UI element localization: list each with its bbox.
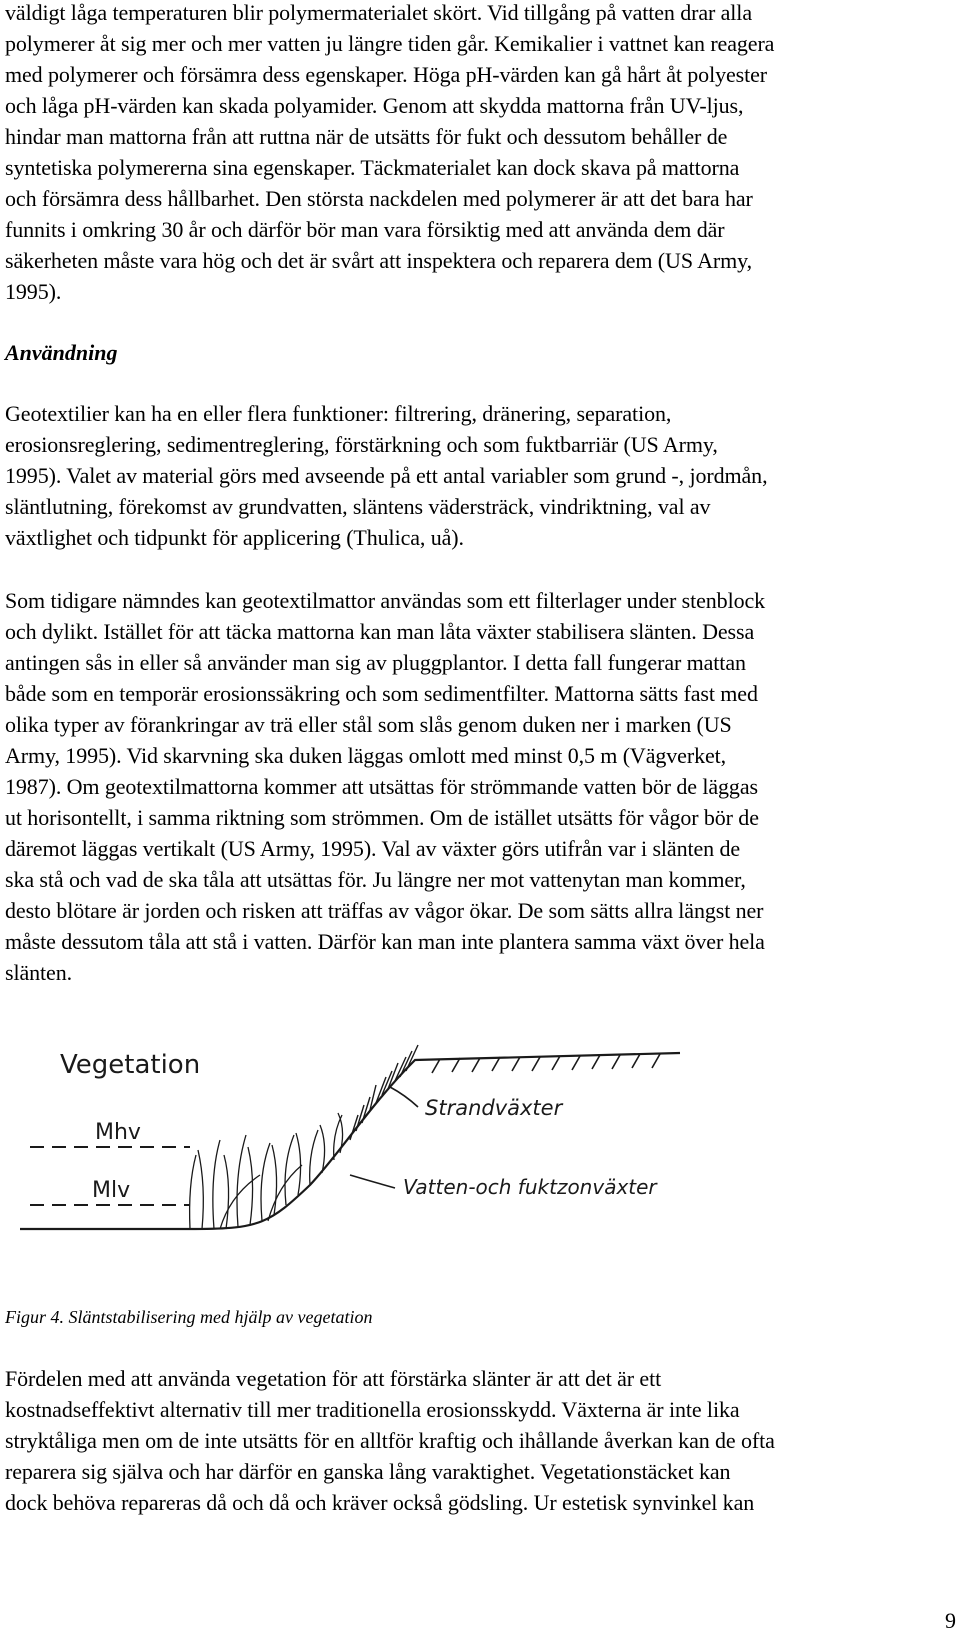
water-plant-pointer (350, 1175, 395, 1188)
text-line: Geotextilier kan ha en eller flera funktioner: filtrering, dränering, separation, (5, 401, 672, 426)
text-line: 1995). (5, 279, 62, 304)
figure-label-mlv: Mlv (92, 1178, 131, 1203)
text-line: både som en temporär erosionssäkring och som sedimentfilter. Mattorna sätts fast med (5, 681, 758, 706)
text-line: och dylikt. Istället för att täcka mattorna kan man låta växter stabilisera slänten. Dessa (5, 619, 755, 644)
text-line: erosionsreglering, sedimentreglering, förstärkning och som fuktbarriär (US Army, (5, 432, 718, 457)
strand-pointer (390, 1087, 418, 1107)
text-line: hindar man mattorna från att ruttna när de utsätts för fukt och dessutom behåller de (5, 124, 728, 149)
text-line: reparera sig själva och har därför en ganska lång varaktighet. Vegetationstäcket kan (5, 1459, 731, 1484)
text-line: släntlutning, förekomst av grundvatten, släntens vädersträck, vindriktning, val av (5, 494, 711, 519)
figure-label-mhv: Mhv (95, 1120, 141, 1145)
text-line: stryktåliga men om de inte utsätts för en alltför kraftig och ihållande åverkan kan de ofta (5, 1428, 775, 1453)
paragraph-filter-layer (5, 585, 765, 988)
text-line: 1987). Om geotextilmattorna kommer att utsättas för strömmande vatten bör de läggas (5, 774, 758, 799)
text-line: slänten. (5, 960, 73, 985)
text-line: syntetiska polymererna sina egenskaper. Täckmaterialet kan dock skava på mattorna (5, 155, 740, 180)
slope-sketch (20, 1035, 710, 1240)
figure-label-vegetation: Vegetation (60, 1050, 201, 1080)
text-line: Army, 1995). Vid skarvning ska duken läggas omlott med minst 0,5 m (Vägverket, (5, 743, 727, 768)
water-plants (190, 1113, 343, 1229)
paragraph-vegetation-benefits (5, 1363, 775, 1518)
slope-vegetation-figure (20, 1035, 710, 1240)
figure-label-strandvaxter: Strandväxter (425, 1096, 563, 1120)
text-line: funnits i omkring 30 år och därför bör man vara försiktig med att använda dem där (5, 217, 725, 242)
text-line: Som tidigare nämndes kan geotextilmattor användas som ett filterlager under stenblock (5, 588, 766, 613)
page-number: 9 (945, 1608, 956, 1633)
figure-label-vattenzon: Vatten-och fuktzonväxter (403, 1175, 657, 1199)
text-line: desto blötare är jorden och risken att träffas av vågor ökar. De som sätts allra längst ner (5, 898, 764, 923)
text-line: ska stå och vad de ska tåla att utsättas för. Ju längre ner mot vattenytan man kommer, (5, 867, 746, 892)
section-heading: Användning (5, 340, 118, 365)
figure-caption: Figur 4. Släntstabilisering med hjälp av vegetation (5, 1307, 373, 1327)
text-line: med polymerer och försämra dess egenskaper. Höga pH-värden kan gå hårt åt polyester (5, 62, 768, 87)
text-line: väldigt låga temperaturen blir polymermaterialet skört. Vid tillgång på vatten drar alla (5, 0, 752, 25)
text-line: kostnadseffektivt alternativ till mer traditionella erosionsskydd. Växterna är inte lika (5, 1397, 740, 1422)
text-line: dock behöva repareras då och då och kräver också gödsling. Ur estetisk synvinkel kan (5, 1490, 755, 1515)
text-line: antingen sås in eller så använder man sig av pluggplantor. I detta fall fungerar mattan (5, 650, 746, 675)
paragraph-polymer-properties (5, 0, 774, 307)
text-line: säkerheten måste vara hög och det är svårt att inspektera och reparera dem (US Army, (5, 248, 753, 273)
text-line: polymerer åt sig mer och mer vatten ju längre tiden går. Kemikalier i vattnet kan reagera (5, 31, 775, 56)
text-line: och låga pH-värden kan skada polyamider. Genom att skydda mattorna från UV-ljus, (5, 93, 744, 118)
text-line: Fördelen med att använda vegetation för att förstärka slänter är att det är ett (5, 1366, 662, 1391)
paragraph-geotextile-functions (5, 398, 767, 553)
text-line: och försämra dess hållbarhet. Den största nackdelen med polymerer är att det bara har (5, 186, 753, 211)
text-line: olika typer av förankringar av trä eller stål som slås genom duken ner i marken (US (5, 712, 732, 737)
text-line: måste dessutom tåla att stå i vatten. Därför kan man inte plantera samma växt över hela (5, 929, 765, 954)
text-line: växtlighet och tidpunkt för applicering (Thulica, uå). (5, 525, 464, 550)
text-line: 1995). Valet av material görs med avseende på ett antal variabler som grund -, jordmån, (5, 463, 768, 488)
text-line: ut horisontellt, i samma riktning som strömmen. Om de istället utsätts för vågor bör de (5, 805, 759, 830)
text-line: däremot läggas vertikalt (US Army, 1995). Val av växter görs utifrån var i slänten de (5, 836, 741, 861)
